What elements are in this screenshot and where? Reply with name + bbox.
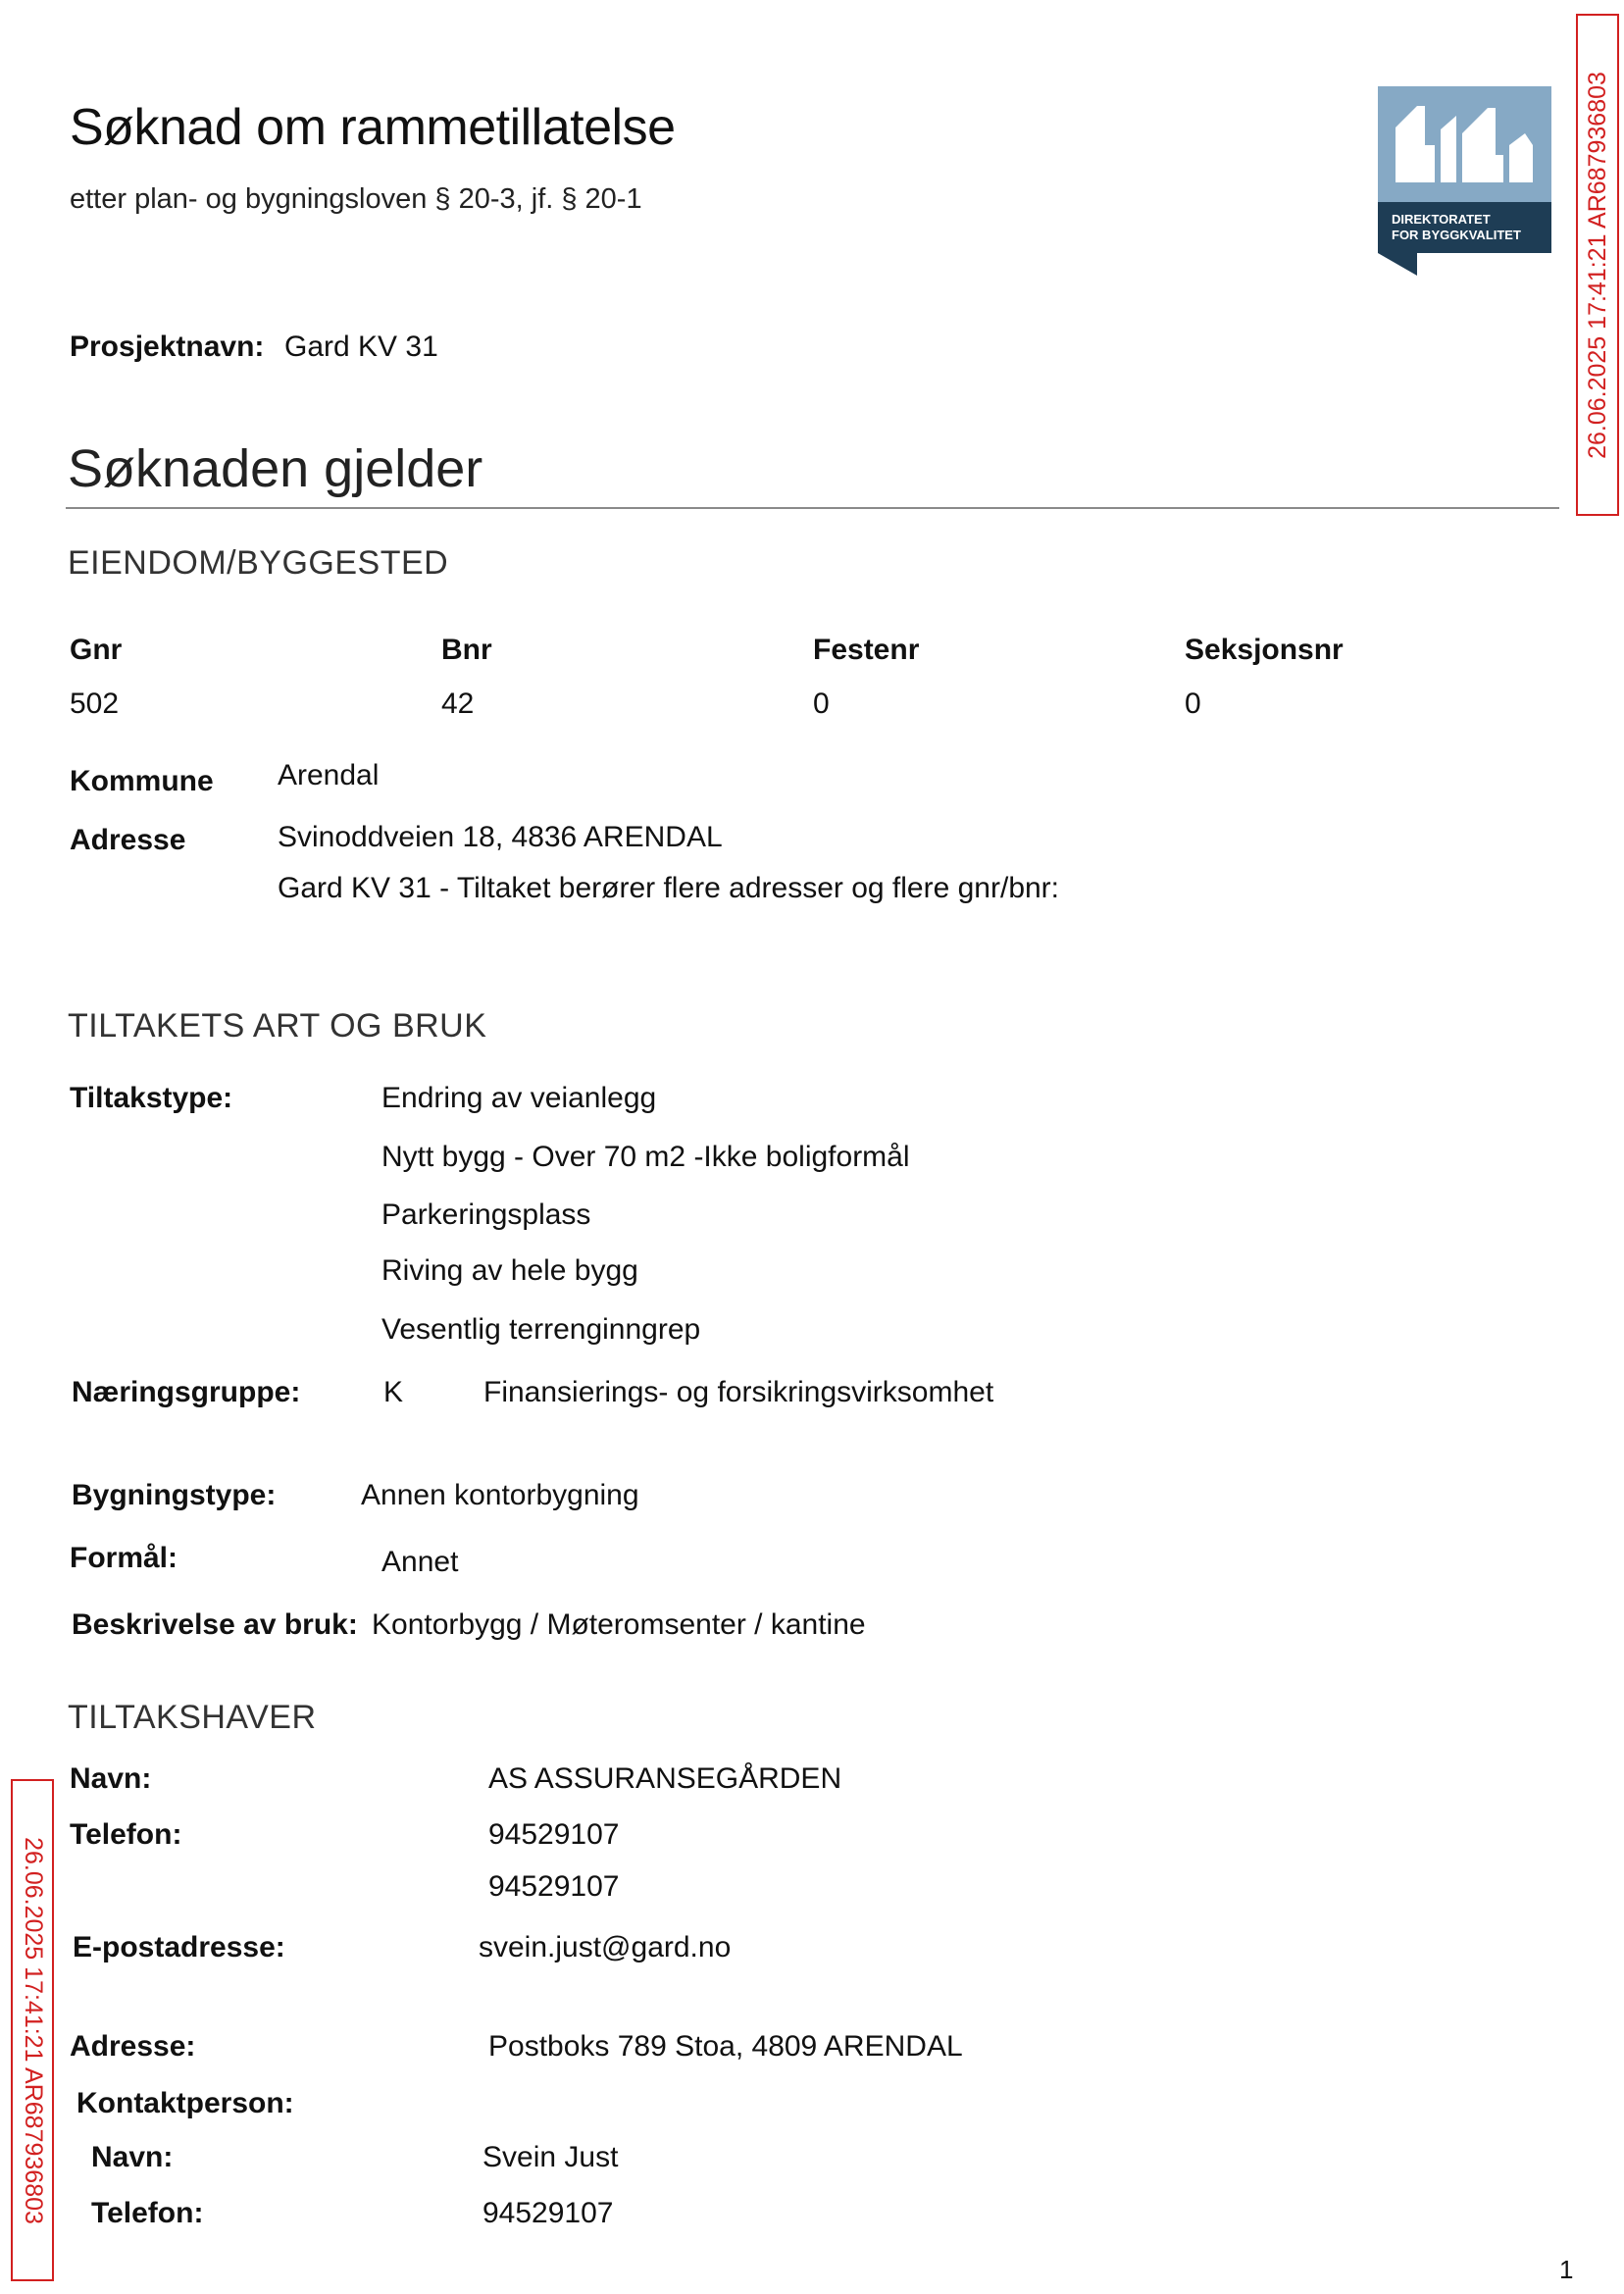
kontaktperson-navn-label: Navn: bbox=[91, 2141, 174, 2173]
naeringsgruppe-value: Finansierings- og forsikringsvirksomhet bbox=[483, 1376, 994, 1408]
logo-text-line1: DIREKTORATET bbox=[1392, 212, 1491, 227]
timestamp-stamp-left bbox=[11, 1779, 54, 2281]
naeringsgruppe-label: Næringsgruppe: bbox=[72, 1376, 301, 1408]
festenr-label: Festenr bbox=[813, 634, 920, 666]
project-name-label: Prosjektnavn: bbox=[70, 331, 265, 363]
logo-text-line2: FOR BYGGKVALITET bbox=[1392, 228, 1521, 242]
tiltakshaver-telefon-value: 94529107 bbox=[488, 1870, 620, 1903]
document-title: Søknad om rammetillatelse bbox=[70, 99, 676, 156]
tiltakshaver-navn-label: Navn: bbox=[70, 1762, 152, 1795]
seksjonsnr-label: Seksjonsnr bbox=[1185, 634, 1344, 666]
tiltakstype-item: Riving av hele bygg bbox=[381, 1254, 638, 1287]
kontaktperson-telefon-value: 94529107 bbox=[482, 2197, 614, 2229]
bygningstype-label: Bygningstype: bbox=[72, 1479, 277, 1511]
tiltakstype-item: Nytt bygg - Over 70 m2 -Ikke boligformål bbox=[381, 1141, 910, 1173]
stamp-text-left: 26.06.2025 17:41:21 AR687936803 bbox=[19, 1836, 47, 2224]
tiltakstype-item: Endring av veianlegg bbox=[381, 1082, 657, 1114]
naeringsgruppe-code: K bbox=[383, 1376, 404, 1408]
tiltakshaver-adresse-value: Postboks 789 Stoa, 4809 ARENDAL bbox=[488, 2030, 963, 2063]
tiltakshaver-epost-label: E-postadresse: bbox=[73, 1931, 285, 1963]
kommune-label: Kommune bbox=[70, 765, 214, 797]
kontaktperson-navn-value: Svein Just bbox=[482, 2141, 619, 2173]
tiltakshaver-navn-value: AS ASSURANSEGÅRDEN bbox=[488, 1762, 842, 1795]
seksjonsnr-value: 0 bbox=[1185, 688, 1201, 720]
eiendom-heading: EIENDOM/BYGGESTED bbox=[68, 544, 449, 582]
formal-label: Formål: bbox=[70, 1542, 178, 1574]
tiltakshaver-adresse-label: Adresse: bbox=[70, 2030, 196, 2063]
bygningstype-value: Annen kontorbygning bbox=[361, 1479, 639, 1511]
stamp-text-right: 26.06.2025 17:41:21 AR687936803 bbox=[1583, 71, 1611, 459]
beskrivelse-label: Beskrivelse av bruk: bbox=[72, 1608, 358, 1641]
gnr-label: Gnr bbox=[70, 634, 123, 666]
tiltakstype-label: Tiltakstype: bbox=[70, 1082, 233, 1114]
tiltakshaver-heading: TILTAKSHAVER bbox=[68, 1699, 317, 1736]
kontaktperson-telefon-label: Telefon: bbox=[91, 2197, 204, 2229]
section-divider bbox=[66, 507, 1559, 509]
tiltakshaver-telefon-label: Telefon: bbox=[70, 1818, 182, 1851]
dibk-logo-icon bbox=[1378, 86, 1551, 276]
kontaktperson-label: Kontaktperson: bbox=[76, 2087, 294, 2119]
tiltakshaver-telefon-value: 94529107 bbox=[488, 1818, 620, 1851]
section-title: Søknaden gjelder bbox=[68, 439, 483, 498]
beskrivelse-value: Kontorbygg / Møteromsenter / kantine bbox=[372, 1608, 866, 1641]
tiltakstype-item: Parkeringsplass bbox=[381, 1198, 591, 1231]
dibk-logo bbox=[1378, 86, 1551, 276]
bnr-label: Bnr bbox=[441, 634, 492, 666]
timestamp-stamp-right bbox=[1576, 14, 1619, 516]
tiltakshaver-epost-value: svein.just@gard.no bbox=[479, 1931, 732, 1963]
tiltak-heading: TILTAKETS ART OG BRUK bbox=[68, 1007, 487, 1045]
tiltakstype-item: Vesentlig terrenginngrep bbox=[381, 1313, 701, 1346]
gnr-value: 502 bbox=[70, 688, 120, 720]
adresse-line2: Gard KV 31 - Tiltaket berører flere adresser og flere gnr/bnr: bbox=[278, 872, 1060, 904]
adresse-label: Adresse bbox=[70, 824, 186, 856]
kommune-value: Arendal bbox=[278, 759, 380, 791]
page-number: 1 bbox=[1559, 2255, 1574, 2284]
formal-value: Annet bbox=[381, 1546, 459, 1578]
project-name-value: Gard KV 31 bbox=[284, 331, 438, 363]
festenr-value: 0 bbox=[813, 688, 830, 720]
adresse-line1: Svinoddveien 18, 4836 ARENDAL bbox=[278, 821, 723, 853]
document-subtitle: etter plan- og bygningsloven § 20-3, jf. § 20-1 bbox=[70, 183, 642, 215]
bnr-value: 42 bbox=[441, 688, 475, 720]
